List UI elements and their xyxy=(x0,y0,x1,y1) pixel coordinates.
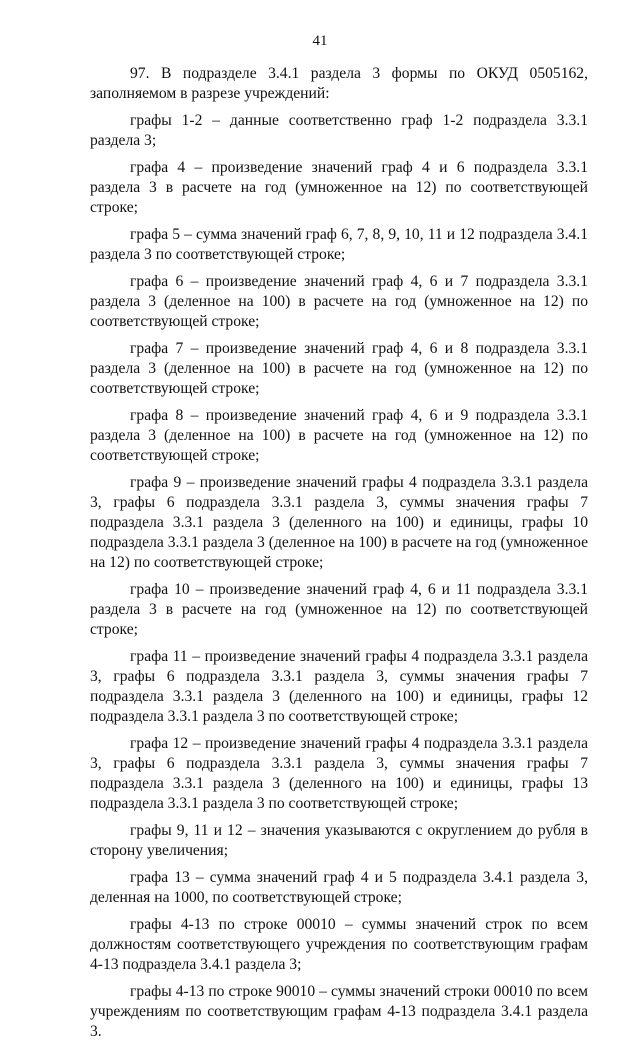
page-number: 41 xyxy=(312,33,328,49)
paragraph: графы 9, 11 и 12 – значения указываются с округлением до рубля в сторону увеличения; xyxy=(90,822,588,859)
paragraph: графа 11 – произведение значений графы 4 подраздела 3.3.1 раздела 3, графы 6 подраздела 3.3.1 раздела 3, суммы значения графы 7 подраздела 3.3.1 раздела 3 (деленного на 100) и единицы, графы 12 подраздела 3.3.1 раздела 3 по соответствующей строке; xyxy=(90,648,588,725)
paragraph: графы 1-2 – данные соответственно граф 1-2 подраздела 3.3.1 раздела 3; xyxy=(90,112,588,149)
document-body xyxy=(90,64,588,1042)
paragraph: графа 12 – произведение значений графы 4 подраздела 3.3.1 раздела 3, графы 6 подраздела 3.3.1 раздела 3, суммы значения графы 7 подраздела 3.3.1 раздела 3 (деленного на 100) и единицы, графы 13 подраздела 3.3.1 раздела 3 по соответствующей строке; xyxy=(90,735,588,812)
paragraph: графа 8 – произведение значений граф 4, 6 и 9 подраздела 3.3.1 раздела 3 (деленное на 100) в расчете на год (умноженное на 12) по соответствующей строке; xyxy=(90,407,588,464)
paragraph: 97. В подразделе 3.4.1 раздела 3 формы по ОКУД 0505162, заполняемом в разрезе учреждений: xyxy=(90,65,588,102)
paragraph: графа 5 – сумма значений граф 6, 7, 8, 9, 10, 11 и 12 подраздела 3.4.1 раздела 3 по соответствующей строке; xyxy=(90,226,588,263)
paragraph: графа 6 – произведение значений граф 4, 6 и 7 подраздела 3.3.1 раздела 3 (деленное на 100) в расчете на год (умноженное на 12) по соответствующей строке; xyxy=(90,273,588,330)
paragraph: графы 4-13 по строке 90010 – суммы значений строки 00010 по всем учреждениям по соответствующим графам 4-13 подраздела 3.4.1 раздела 3. xyxy=(90,983,588,1040)
paragraph: графа 7 – произведение значений граф 4, 6 и 8 подраздела 3.3.1 раздела 3 (деленное на 100) в расчете на год (умноженное на 12) по соответствующей строке; xyxy=(90,340,588,397)
paragraph: графа 9 – произведение значений графы 4 подраздела 3.3.1 раздела 3, графы 6 подраздела 3.3.1 раздела 3, суммы значения графы 7 подраздела 3.3.1 раздела 3 (деленного на 100) и единицы, графы 10 подраздела 3.3.1 раздела 3 (деленное на 100) в расчете на год (умноженное на 12) по соответствующей строке; xyxy=(90,474,588,571)
paragraph: графа 13 – сумма значений граф 4 и 5 подраздела 3.4.1 раздела 3, деленная на 1000, по соответствующей строке; xyxy=(90,869,588,906)
paragraph: графа 10 – произведение значений граф 4, 6 и 11 подраздела 3.3.1 раздела 3 в расчете на год (умноженное на 12) по соответствующей строке; xyxy=(90,581,588,638)
paragraph: графы 4-13 по строке 00010 – суммы значений строк по всем должностям соответствующего учреждения по соответствующим графам 4-13 подраздела 3.4.1 раздела 3; xyxy=(90,916,588,973)
paragraph: графа 4 – произведение значений граф 4 и 6 подраздела 3.3.1 раздела 3 в расчете на год (умноженное на 12) по соответствующей строке; xyxy=(90,159,588,216)
